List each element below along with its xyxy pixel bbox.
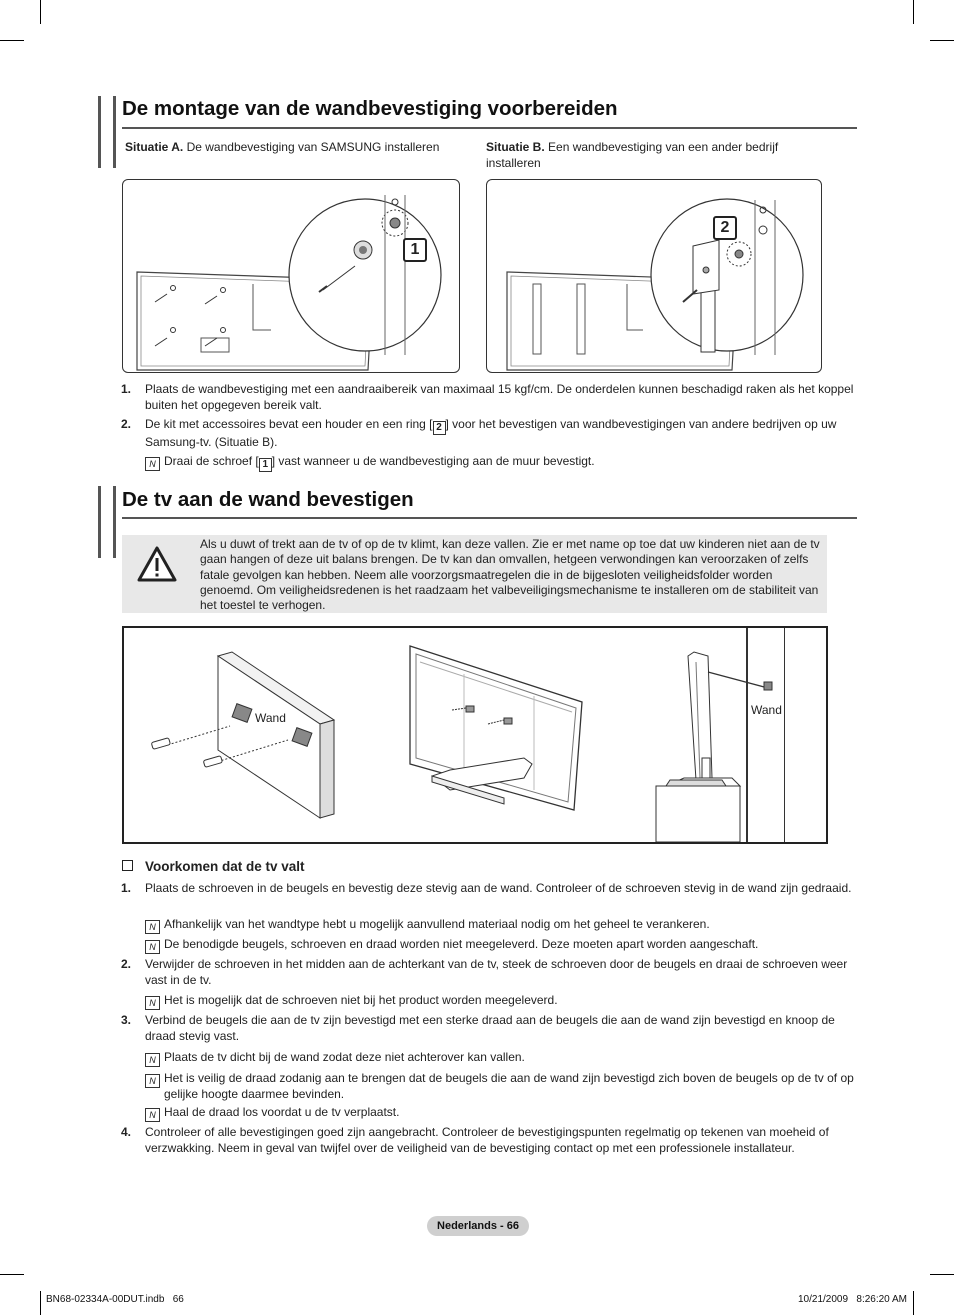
note-text: De benodigde beugels, schroeven en draad worden niet meegeleverd. Deze moeten apart worden aangeschaft.: [164, 937, 759, 951]
note-text: Plaats de tv dicht bij de wand zodat deze niet achterover kan vallen.: [164, 1050, 525, 1064]
note-icon: N: [145, 1074, 160, 1088]
note: [145, 1071, 855, 1103]
tv-back-wall-mount-a-drawing: [123, 180, 459, 372]
checkbox-bullet: [122, 860, 133, 871]
callout-1-label: 1: [410, 241, 420, 258]
wall-label-left: Wand: [255, 711, 286, 725]
footer-filename: BN68-02334A-00DUT.indb 66: [46, 1294, 184, 1305]
note-text: Het is mogelijk dat de schroeven niet bij het product worden meegeleverd.: [164, 993, 558, 1007]
situation-b-text: Een wandbevestiging van een ander bedrijf installeren: [486, 140, 779, 170]
situation-b: [486, 139, 816, 171]
note: [145, 917, 855, 933]
subheading: [122, 859, 305, 874]
step-number: 4.: [121, 1125, 132, 1139]
note-text-part: ] vast wanneer u de wandbevestiging aan de muur bevestigt.: [271, 454, 595, 468]
crop-mark: [0, 1274, 24, 1275]
callout-2-badge: [713, 216, 737, 240]
ring-badge: 2: [433, 421, 446, 435]
step-number: 1.: [121, 881, 132, 895]
anti-tip-drawing: [124, 628, 826, 842]
situation-b-label: Situatie B.: [486, 140, 545, 154]
step-text: Controleer of alle bevestigingen goed zijn aangebracht. Controleer de bevestigingspunten regelmatig op tekenen van moeheid of verzwakking. Neem in geval van twijfel over de veiligheid van de bevestiging contact op met een professionele installateur.: [145, 1125, 829, 1155]
section-rule: [122, 127, 857, 129]
note-icon: N: [145, 1053, 160, 1067]
section-rule: [122, 517, 857, 519]
illustration-situation-b: [486, 179, 822, 373]
note: [145, 454, 855, 470]
callout-2-label: 2: [720, 219, 730, 236]
subheading-text: Voorkomen dat de tv valt: [145, 859, 305, 874]
step-text: Verbind de beugels die aan de tv zijn bevestigd met een sterke draad aan de beugels die aan de wand zijn bevestigd en knoop de draad stevig vast.: [145, 1013, 835, 1043]
crop-mark: [930, 40, 954, 41]
step-text: [145, 417, 855, 451]
note-text: [164, 454, 854, 472]
crop-mark: [40, 0, 41, 24]
step-number: 1.: [121, 382, 132, 396]
note-text: Haal de draad los voordat u de tv verplaatst.: [164, 1105, 400, 1119]
crop-mark: [913, 0, 914, 24]
note-icon: N: [145, 920, 160, 934]
note-icon: N: [145, 996, 160, 1010]
step-text: Plaats de wandbevestiging met een aandraaibereik van maximaal 15 kgf/cm. De onderdelen kunnen beschadigd raken als het koppel buiten het opgegeven bereik valt.: [145, 382, 854, 412]
warning-text: Als u duwt of trekt aan de tv of op de tv klimt, kan deze vallen. Zie er met name op toe dat uw kinderen niet aan de tv gaan hangen of deze uit balans brengen. De tv kan dan omvallen, hetgeen verwondingen kan veroorzaken of zelfs fatale gevolgen kan hebben. Neem alle voorzorgsmaatregelen die in de bijgesloten veiligheidsfolder worden genoemd. Om veiligheidsredenen is het raadzaam het valbeveiligingsmechanisme te installeren om de stabiliteit van het toestel te verhogen.: [200, 537, 820, 613]
section-marker: [98, 96, 116, 168]
callout-1-badge: [403, 238, 427, 262]
step-text: Plaats de schroeven in de beugels en bevestig deze stevig aan de wand. Controleer of de schroeven stevig in de wand zijn gedraaid.: [145, 881, 852, 895]
note: [145, 937, 855, 953]
note: [145, 1050, 855, 1066]
section-title: De montage van de wandbevestiging voorbereiden: [122, 97, 618, 120]
anti-tip-figure: [122, 626, 828, 844]
warning-icon: [137, 545, 177, 583]
wall-label-right: Wand: [751, 703, 782, 717]
crop-mark: [0, 40, 24, 41]
note-text: Het is veilig de draad zodanig aan te brengen dat de beugels die aan de wand zijn bevestigd zich boven de beugels op de tv of op gelijke hoogte daarmee bevinden.: [164, 1071, 854, 1101]
illustration-situation-a: [122, 179, 460, 373]
note-icon: N: [145, 1108, 160, 1122]
step-text-part: De kit met accessoires bevat een houder en een ring [: [145, 417, 433, 431]
note-icon: N: [145, 940, 160, 954]
note: [145, 993, 855, 1009]
step-text: Verwijder de schroeven in het midden aan de achterkant van de tv, steek de schroeven door de beugels en draai de schroeven weer vast in de tv.: [145, 957, 848, 987]
footer-timestamp: 10/21/2009 8:26:20 AM: [798, 1294, 907, 1305]
step-number: 2.: [121, 957, 132, 971]
page-number-badge: Nederlands - 66: [427, 1216, 529, 1236]
tv-back-wall-mount-b-drawing: [487, 180, 821, 372]
step-number: 3.: [121, 1013, 132, 1027]
step-number: 2.: [121, 417, 132, 431]
note: [145, 1105, 855, 1121]
ring-badge: 1: [259, 458, 272, 472]
crop-mark: [40, 1291, 41, 1315]
note-text-part: Draai de schroef [: [164, 454, 259, 468]
situation-a-text: De wandbevestiging van SAMSUNG installeren: [186, 140, 440, 154]
section-title: De tv aan de wand bevestigen: [122, 488, 414, 511]
note-text: Afhankelijk van het wandtype hebt u mogelijk aanvullend materiaal nodig om het geheel te verankeren.: [164, 917, 710, 931]
step-text-part: ] voor het bevestigen van wandbevestigingen van andere bedrijven op uw Samsung-tv. (Situatie B).: [145, 417, 837, 449]
crop-mark: [913, 1291, 914, 1315]
note-icon: N: [145, 457, 160, 471]
crop-mark: [930, 1274, 954, 1275]
situation-a-label: Situatie A.: [125, 140, 184, 154]
section-marker: [98, 486, 116, 558]
situation-a: [125, 139, 465, 155]
